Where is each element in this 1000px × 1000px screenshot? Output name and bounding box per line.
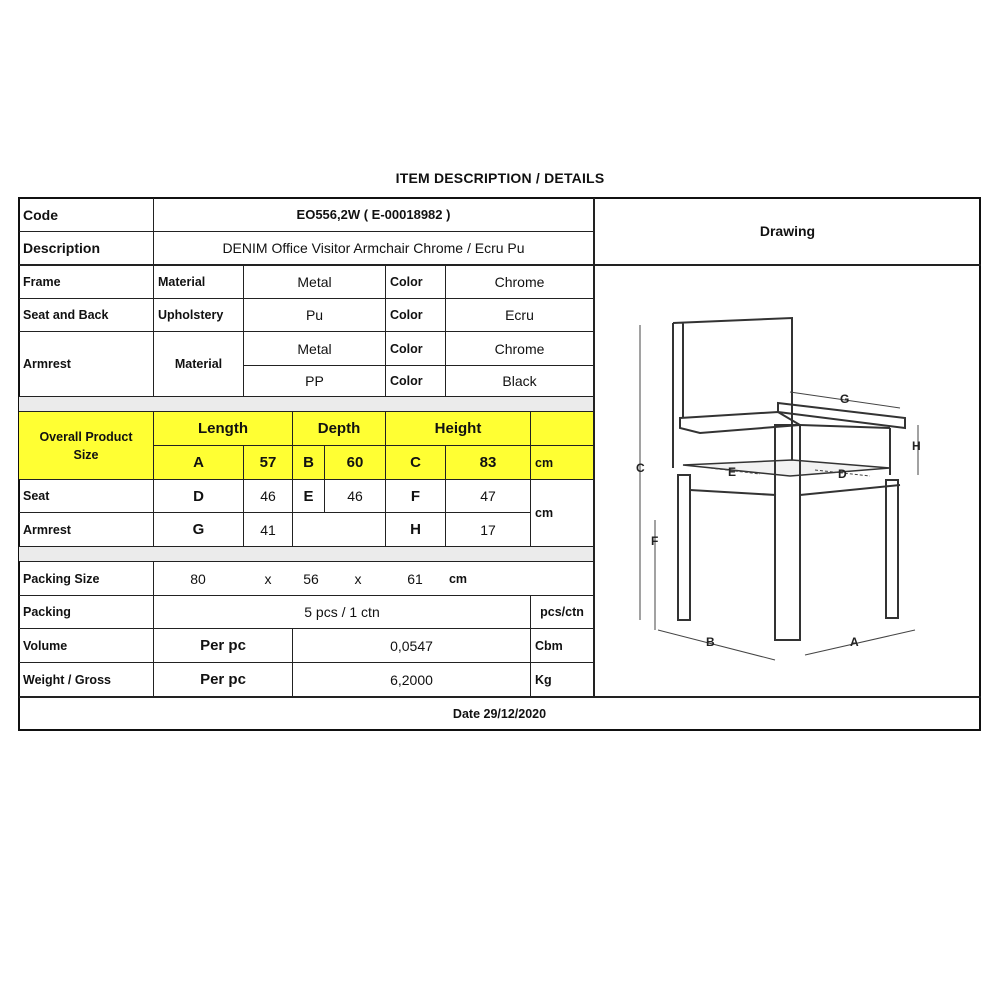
height-header: Height xyxy=(434,420,482,437)
drawing-label: Drawing xyxy=(759,223,816,239)
seat-armrest-unit: cm xyxy=(535,506,554,520)
dim-h-value: 17 xyxy=(480,521,496,538)
dim-c-letter: C xyxy=(410,454,421,471)
drawing-letter-c: C xyxy=(636,461,645,475)
code-value: EO556,2W ( E-00018982 ) xyxy=(296,207,451,222)
dim-e-value: 46 xyxy=(347,488,363,504)
dim-b-letter: B xyxy=(303,454,314,471)
frame-color-value: Chrome xyxy=(494,274,545,290)
spacer-row-1 xyxy=(19,396,593,411)
drawing-letter-b: B xyxy=(706,635,715,649)
seat-dims-label: Seat xyxy=(23,489,50,503)
armrest-material-value-2: PP xyxy=(305,373,324,389)
spacer-row-2 xyxy=(19,546,593,561)
dim-a-letter: A xyxy=(193,454,204,471)
packing-size-label: Packing Size xyxy=(23,571,100,586)
description-value: DENIM Office Visitor Armchair Chrome / Ecru Pu xyxy=(222,240,525,256)
volume-unit: Cbm xyxy=(535,638,563,653)
weight-per: Per pc xyxy=(200,671,246,688)
packing-length: 80 xyxy=(190,570,206,587)
length-header: Length xyxy=(198,420,248,437)
frame-material-value: Metal xyxy=(297,274,332,290)
volume-label: Volume xyxy=(23,638,68,653)
packing-width: 56 xyxy=(303,570,319,587)
seat-back-label: Seat and Back xyxy=(23,308,109,322)
armrest-color-value-1: Chrome xyxy=(494,340,545,357)
dim-c-value: 83 xyxy=(479,454,497,471)
depth-header: Depth xyxy=(317,420,361,437)
weight-value: 6,2000 xyxy=(390,671,433,688)
seat-back-color-key: Color xyxy=(390,308,423,322)
dim-b-value: 60 xyxy=(346,454,364,471)
packing-unit: pcs/ctn xyxy=(540,605,584,619)
chair-drawing xyxy=(600,300,970,680)
weight-unit: Kg xyxy=(535,672,552,687)
date-footer: Date 29/12/2020 xyxy=(452,707,547,721)
dim-g-letter: G xyxy=(192,521,205,538)
packing-label: Packing xyxy=(23,605,71,619)
weight-label: Weight / Gross xyxy=(23,672,111,687)
packing-x-2: x xyxy=(354,570,362,587)
packing-x-1: x xyxy=(264,570,272,587)
overall-size-label: Overall Product Size xyxy=(39,429,133,462)
armrest-dims-label: Armrest xyxy=(23,522,71,537)
armrest-material-value-1: Metal xyxy=(297,340,332,357)
drawing-letter-h: H xyxy=(912,439,921,453)
drawing-letter-g: G xyxy=(840,392,850,406)
dim-f-letter: F xyxy=(410,487,421,505)
dim-d-letter: D xyxy=(193,487,204,505)
seat-back-upholstery-value: Pu xyxy=(305,307,324,323)
drawing-letter-d: D xyxy=(838,467,847,481)
armrest-color-value-2: Black xyxy=(502,373,537,389)
armrest-color-key-2: Color xyxy=(390,374,423,388)
code-label: Code xyxy=(23,206,58,223)
dim-a-value: 57 xyxy=(259,454,277,471)
dim-f-value: 47 xyxy=(480,488,496,504)
dim-d-value: 46 xyxy=(260,488,276,504)
packing-height: 61 xyxy=(407,570,423,587)
drawing-letter-e: E xyxy=(728,465,737,479)
overall-unit: cm xyxy=(535,455,554,470)
packing-size-unit: cm xyxy=(448,571,468,586)
armrest-color-key-1: Color xyxy=(390,341,423,356)
armrest-material-key: Material xyxy=(174,357,223,371)
seat-back-color-value: Ecru xyxy=(505,307,534,323)
dim-e-letter: E xyxy=(303,487,314,505)
packing-value: 5 pcs / 1 ctn xyxy=(304,604,380,620)
frame-label: Frame xyxy=(23,275,61,289)
dim-g-value: 41 xyxy=(260,521,276,538)
seat-back-upholstery-key: Upholstery xyxy=(158,308,224,322)
drawing-letter-a: A xyxy=(850,635,859,649)
drawing-letter-f: F xyxy=(651,534,659,548)
frame-color-key: Color xyxy=(390,275,423,289)
volume-per: Per pc xyxy=(200,637,246,654)
armrest-material-label: Armrest xyxy=(23,357,71,371)
description-label: Description xyxy=(23,240,101,256)
volume-value: 0,0547 xyxy=(390,637,433,654)
document-title: ITEM DESCRIPTION / DETAILS xyxy=(395,170,605,186)
frame-material-key: Material xyxy=(158,275,206,289)
dim-h-letter: H xyxy=(410,521,421,538)
